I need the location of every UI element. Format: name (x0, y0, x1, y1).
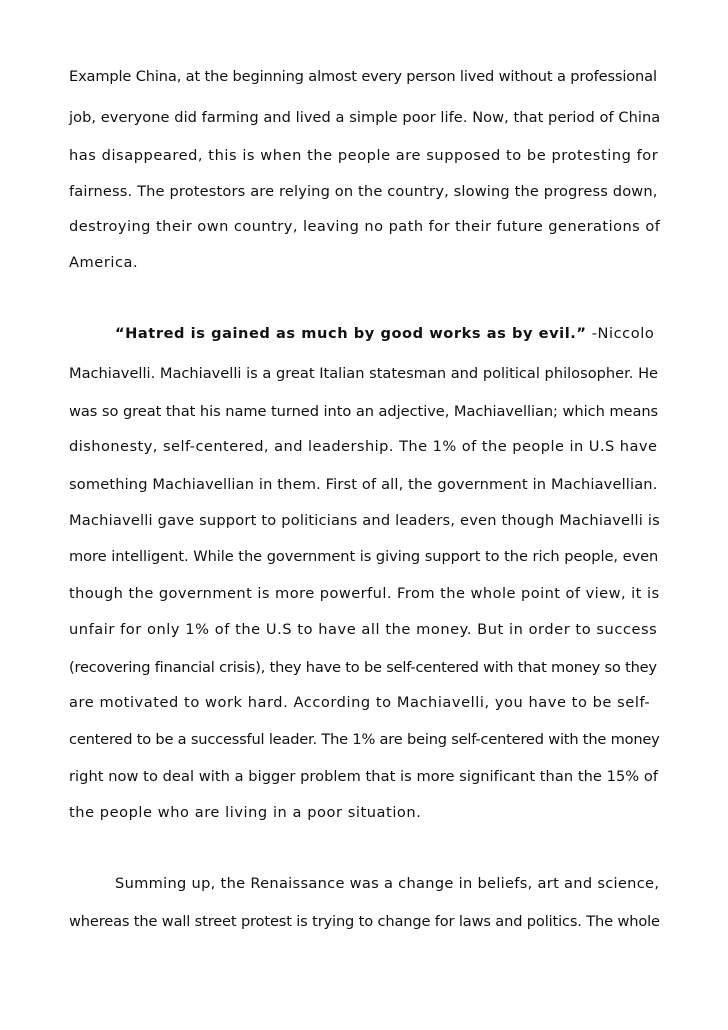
text-line: the people who are living in a poor situation. (69, 804, 422, 821)
text-line: unfair for only 1% of the U.S to have all the money. But in order to success (69, 621, 658, 638)
text-line: whereas the wall street protest is trying to change for laws and politics. The whole (69, 913, 660, 930)
text-line: something Machiavellian in them. First of all, the government in Machiavellian. (69, 476, 658, 493)
text-line: right now to deal with a bigger problem that is more significant than the 15% of (69, 768, 659, 785)
text-line: job, everyone did farming and lived a simple poor life. Now, that period of China (69, 109, 661, 126)
text-line: are motivated to work hard. According to Machiavelli, you have to be self- (69, 694, 651, 711)
text-line: (recovering financial crisis), they have to be self-centered with that money so they (69, 659, 657, 676)
text-line: though the government is more powerful. From the whole point of view, it is (69, 585, 660, 602)
text-line: Summing up, the Renaissance was a change in beliefs, art and science, (115, 875, 660, 892)
quote-text: “Hatred is gained as much by good works as by evil.” (115, 325, 587, 342)
quote-line (115, 325, 654, 343)
text-line: centered to be a successful leader. The 1% are being self-centered with the money (69, 731, 660, 748)
text-line: fairness. The protestors are relying on the country, slowing the progress down, (69, 183, 658, 200)
text-line: more intelligent. While the government is giving support to the rich people, even (69, 548, 659, 565)
text-line: Machiavelli gave support to politicians and leaders, even though Machiavelli is (69, 512, 660, 529)
text-line: destroying their own country, leaving no path for their future generations of (69, 218, 661, 235)
text-line: was so great that his name turned into an adjective, Machiavellian; which means (69, 403, 659, 420)
text-line: Machiavelli. Machiavelli is a great Italian statesman and political philosopher. He (69, 365, 659, 382)
text-line: America. (69, 254, 139, 271)
text-line: dishonesty, self-centered, and leadership. The 1% of the people in U.S have (69, 438, 658, 455)
quote-attribution: -Niccolo (586, 325, 655, 342)
text-line: Example China, at the beginning almost every person lived without a professional (69, 68, 657, 85)
text-line: has disappeared, this is when the people are supposed to be protesting for (69, 147, 659, 164)
